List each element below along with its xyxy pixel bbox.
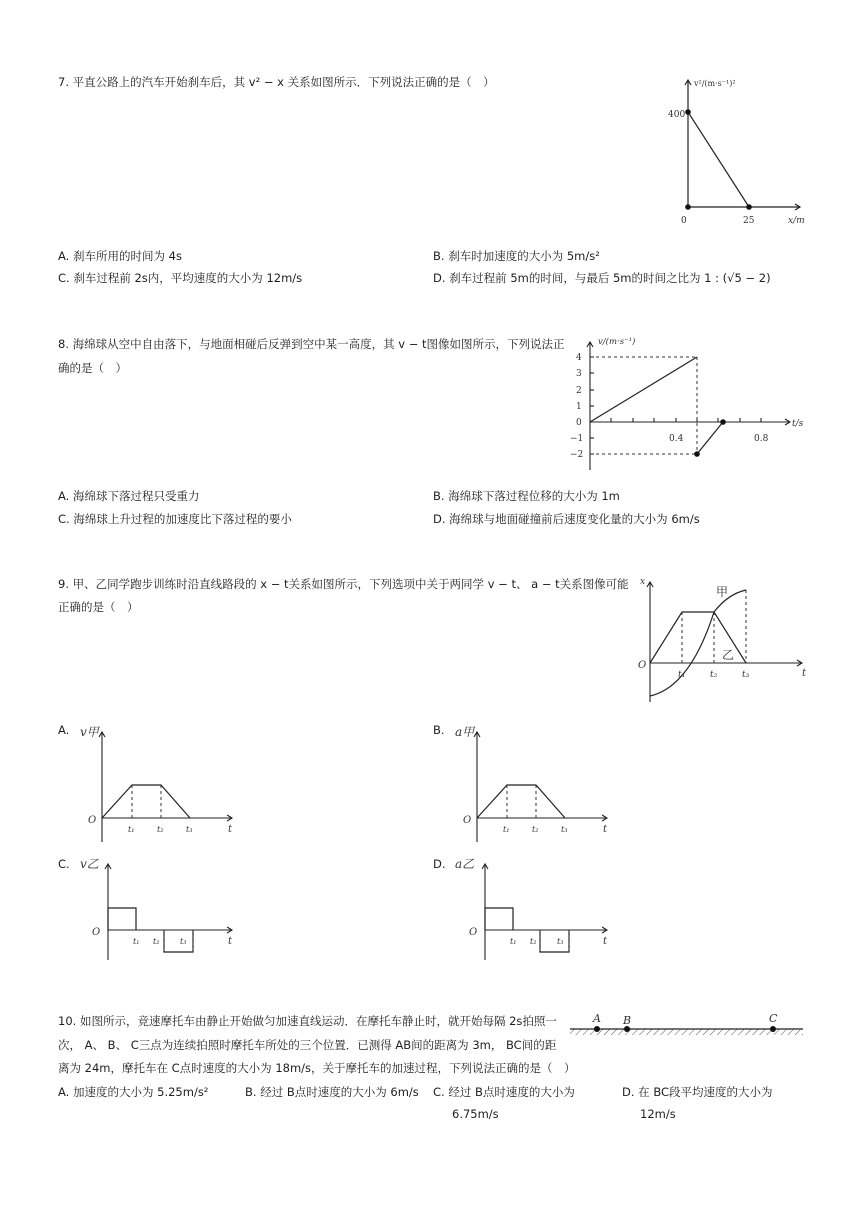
q9-a-origin: O <box>88 815 97 826</box>
q9-a-t: t <box>228 824 233 835</box>
q8-ylabel: v/(m·s⁻¹) <box>598 337 636 347</box>
q9-c-t: t <box>228 936 233 947</box>
q8-option-c[interactable]: C. 海绵球上升过程的加速度比下落过程的要小 <box>58 512 292 526</box>
q9-option-c-graph[interactable] <box>80 852 245 964</box>
q10-option-d[interactable]: D. 在 BC段平均速度的大小为 <box>622 1085 773 1099</box>
q9-a-t3: t₃ <box>186 825 193 834</box>
q8-ytick-1: 1 <box>576 402 582 412</box>
q9-b-t3: t₃ <box>561 825 568 834</box>
q9-xt-graph <box>630 572 810 707</box>
q10-option-c-value[interactable]: 6.75m/s <box>452 1107 499 1121</box>
q9-b-t: t <box>603 824 608 835</box>
q9-stem-line2: 正确的是（ ） <box>58 600 139 614</box>
q8-option-d[interactable]: D. 海绵球与地面碰撞前后速度变化量的大小为 6m/s <box>433 512 700 526</box>
q10-point-c: C <box>769 1012 778 1025</box>
q7-xlabel: x/m <box>788 216 805 226</box>
q9-option-d-letter[interactable]: D. <box>433 857 446 871</box>
q9-option-d-graph[interactable] <box>455 852 620 964</box>
q9-b-t1: t₁ <box>503 825 510 834</box>
q10-option-d-value[interactable]: 12m/s <box>640 1107 676 1121</box>
q10-point-b: B <box>623 1014 632 1027</box>
q8-ytick-2: 2 <box>576 386 582 396</box>
q9-option-a-letter[interactable]: A. <box>58 723 70 737</box>
q9-a-t2: t₂ <box>157 825 164 834</box>
q8-graph <box>540 330 810 480</box>
q8-option-a[interactable]: A. 海绵球下落过程只受重力 <box>58 489 200 503</box>
q9-d-t1: t₁ <box>510 937 517 946</box>
q9-b-origin: O <box>463 815 472 826</box>
q9-xt-t2: t₂ <box>710 670 718 680</box>
q7-graph <box>660 70 820 240</box>
q10-point-a: A <box>593 1012 601 1025</box>
q9-xt-t1: t₁ <box>678 670 686 680</box>
q8-ytick-neg1: −1 <box>570 434 584 444</box>
q9-d-axis-label: a乙 <box>455 857 475 871</box>
q8-ytick-0: 0 <box>576 418 582 428</box>
q9-option-a-graph[interactable] <box>80 720 245 845</box>
q9-xt-ylabel: x <box>640 577 646 587</box>
q9-d-origin: O <box>469 927 478 938</box>
q9-option-b-letter[interactable]: B. <box>433 723 445 737</box>
q9-xt-origin: O <box>638 660 647 671</box>
q7-option-c[interactable]: C. 刹车过程前 2s内，平均速度的大小为 12m/s <box>58 271 303 285</box>
q7-ylabel: v²/(m·s⁻¹)² <box>694 79 736 88</box>
q7-option-d[interactable]: D. 刹车过程前 5m的时间，与最后 5m的时间之比为 1 : (√5 − 2) <box>433 271 771 285</box>
q7-origin: 0 <box>681 216 687 226</box>
q10-option-c[interactable]: C. 经过 B点时速度的大小为 <box>433 1085 575 1099</box>
q9-xt-xlabel: t <box>802 668 807 679</box>
q10-stem-line2: 次， A、 B、 C三点为连续拍照时摩托车所处的三个位置．已测得 AB间的距离为 3m， BC间的距 <box>58 1038 557 1052</box>
q9-d-t: t <box>603 936 608 947</box>
q9-a-t1: t₁ <box>128 825 135 834</box>
q8-xlabel: t/s <box>792 419 804 429</box>
q9-c-origin: O <box>92 927 101 938</box>
q8-ytick-3: 3 <box>576 369 582 379</box>
q8-stem-line1: 8. 海绵球从空中自由落下，与地面相碰后反弹到空中某一高度，其 v − t图像如图所示，下列说法正 <box>58 337 565 351</box>
q9-stem-line1: 9. 甲、乙同学跑步训练时沿直线路段的 x − t关系如图所示，下列选项中关于两同学 v − t、 a − t关系图像可能 <box>58 577 629 591</box>
q7-stem: 7. 平直公路上的汽车开始刹车后，其 v² − x 关系如图所示．下列说法正确的是（ ） <box>58 75 495 89</box>
q7-ytick-400: 400 <box>668 110 686 120</box>
q9-b-axis-label: a甲 <box>455 725 475 739</box>
q7-xtick-25: 25 <box>743 216 755 226</box>
q7-option-a[interactable]: A. 刹车所用的时间为 4s <box>58 249 182 263</box>
q10-road-diagram <box>565 1010 810 1040</box>
q9-c-t3: t₃ <box>180 937 187 946</box>
q9-c-axis-label: v乙 <box>80 857 99 871</box>
q9-option-c-letter[interactable]: C. <box>58 857 70 871</box>
q9-d-t2: t₂ <box>530 937 537 946</box>
q9-b-t2: t₂ <box>532 825 539 834</box>
q8-stem-line2: 确的是（ ） <box>58 361 127 375</box>
q7-option-b[interactable]: B. 刹车时加速度的大小为 5m/s² <box>433 249 600 263</box>
q8-xtick-04: 0.4 <box>669 434 684 444</box>
q10-stem-line1: 10. 如图所示，竞速摩托车由静止开始做匀加速直线运动．在摩托车静止时，就开始每隔 2s拍照一 <box>58 1014 557 1028</box>
q8-option-b[interactable]: B. 海绵球下落过程位移的大小为 1m <box>433 489 620 503</box>
q9-xt-t3: t₃ <box>742 670 750 680</box>
q10-option-b[interactable]: B. 经过 B点时速度的大小为 6m/s <box>245 1085 419 1099</box>
q10-stem-line3: 离为 24m，摩托车在 C点时速度的大小为 18m/s，关于摩托车的加速过程，下列说法正确的是（ ） <box>58 1061 576 1075</box>
q9-c-t1: t₁ <box>133 937 140 946</box>
q9-option-b-graph[interactable] <box>455 720 620 845</box>
q9-a-axis-label: v甲 <box>80 725 99 739</box>
q8-ytick-neg2: −2 <box>570 450 584 460</box>
q9-xt-jia: 甲 <box>716 585 729 599</box>
q9-d-t3: t₃ <box>557 937 564 946</box>
q9-xt-yi: 乙 <box>722 648 735 662</box>
q10-option-a[interactable]: A. 加速度的大小为 5.25m/s² <box>58 1085 209 1099</box>
q8-xtick-08: 0.8 <box>754 434 769 444</box>
q8-ytick-4: 4 <box>576 353 582 363</box>
q9-c-t2: t₂ <box>153 937 160 946</box>
